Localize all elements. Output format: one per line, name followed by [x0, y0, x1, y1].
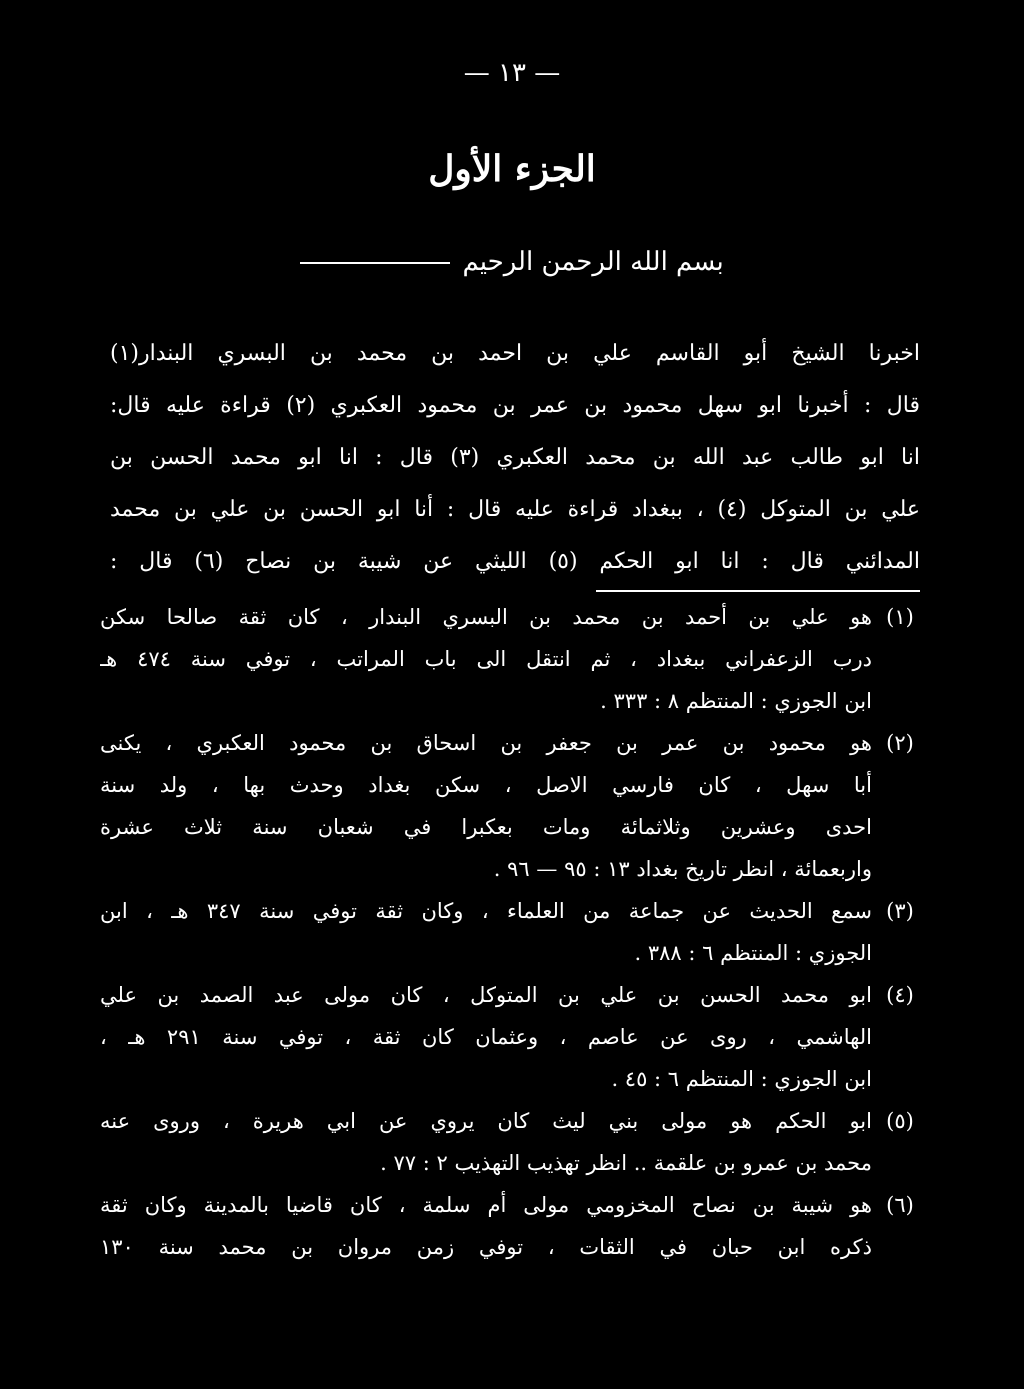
footnote-number: (٤) [886, 983, 914, 1007]
body-line: اخبرنا الشيخ أبو القاسم علي بن احمد بن محمد بن البسري البندار(١) [110, 341, 920, 366]
footnote-line: هو محمود بن عمر بن جعفر بن اسحاق بن محمود العكبري ، يكنى [100, 731, 872, 755]
footnote-line: واربعمائة ، انظر تاريخ بغداد ١٣ : ٩٥ — ٩٦ . [493, 857, 872, 881]
footnote-divider [596, 590, 920, 592]
basmala-text: بسم الله الرحمن الرحيم [462, 247, 724, 277]
footnote-line: احدى وعشرين وثلاثمائة ومات بعكبرا في شعبان سنة ثلاث عشرة [100, 815, 872, 839]
footnote [100, 1184, 922, 1268]
footnote [100, 974, 922, 1100]
body-line: انا ابو طالب عبد الله بن محمد العكبري (٣) قال : انا ابو محمد الحسن بن [110, 445, 920, 470]
body-line: قال : أخبرنا ابو سهل محمود بن عمر بن محمود العكبري (٢) قراءة عليه قال: [110, 393, 920, 418]
footnote-number: (٣) [886, 899, 914, 923]
body-text [110, 328, 920, 588]
basmala [0, 247, 1024, 277]
footnote-number: (١) [886, 605, 914, 629]
footnote-line: الجوزي : المنتظم ٦ : ٣٨٨ . [634, 941, 872, 965]
body-line: المدائني قال : انا ابو الحكم (٥) الليثي عن شيبة بن نصاح (٦) قال : [110, 549, 920, 574]
footnote-line: هو علي بن أحمد بن محمد بن البسري البندار ، كان ثقة صالحا سكن [100, 605, 872, 629]
footnote-number: (٥) [886, 1109, 914, 1133]
footnotes [100, 596, 922, 1268]
footnote-number: (٢) [886, 731, 914, 755]
footnote [100, 890, 922, 974]
footnote [100, 1100, 922, 1184]
footnote-line: درب الزعفراني ببغداد ، ثم انتقل الى باب المراتب ، توفي سنة ٤٧٤ هـ [100, 647, 872, 671]
basmala-rule [300, 262, 450, 264]
footnote-line: أبا سهل ، كان فارسي الاصل ، سكن بغداد وحدث بها ، ولد سنة [100, 773, 872, 797]
footnote-line: ابو الحكم هو مولى بني ليث كان يروي عن ابي هريرة ، وروى عنه [100, 1109, 872, 1133]
footnote-line: ابو محمد الحسن بن علي بن المتوكل ، كان مولى عبد الصمد بن علي [100, 983, 872, 1007]
footnote-line: ابن الجوزي : المنتظم ٦ : ٤٥ . [611, 1067, 872, 1091]
footnote-line: هو شيبة بن نصاح المخزومي مولى أم سلمة ، كان قاضيا بالمدينة وكان ثقة [100, 1193, 872, 1217]
footnote-line: ذكره ابن حبان في الثقات ، توفي زمن مروان بن محمد سنة ١٣٠ [100, 1235, 872, 1259]
body-line: علي بن المتوكل (٤) ، ببغداد قراءة عليه قال : أنا ابو الحسن بن علي بن محمد [110, 497, 920, 522]
footnote [100, 596, 922, 722]
footnote-number: (٦) [886, 1193, 914, 1217]
footnote-line: سمع الحديث عن جماعة من العلماء ، وكان ثقة توفي سنة ٣٤٧ هـ ، ابن [100, 899, 872, 923]
part-title: الجزء الأول [428, 148, 596, 190]
footnote-line: الهاشمي ، روى عن عاصم ، وعثمان كان ثقة ، توفي سنة ٢٩١ هـ ، [100, 1025, 872, 1049]
footnote [100, 722, 922, 890]
footnote-line: ابن الجوزي : المنتظم ٨ : ٣٣٣ . [600, 689, 872, 713]
page-number: — ١٣ — [463, 58, 561, 88]
footnote-line: محمد بن عمرو بن علقمة .. انظر تهذيب التهذيب ٢ : ٧٧ . [380, 1151, 872, 1175]
